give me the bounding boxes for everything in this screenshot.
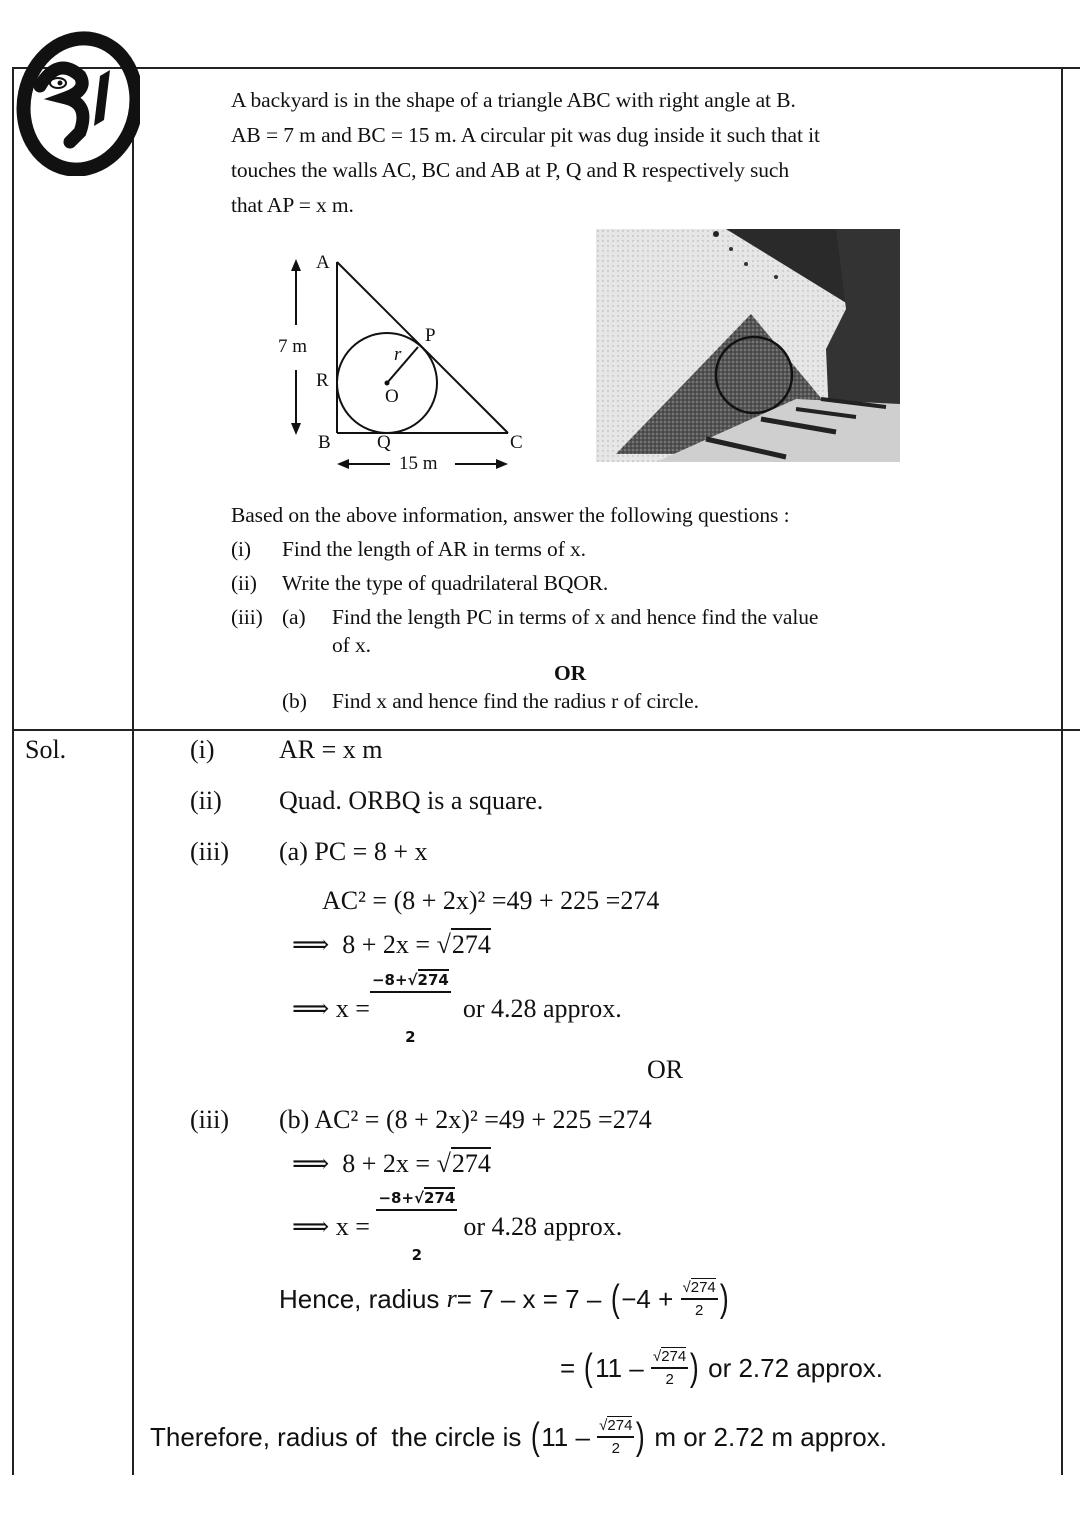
questions-prompt: Based on the above information, answer the following questions : bbox=[231, 503, 790, 527]
solution-i-number: (i) bbox=[190, 735, 215, 764]
backyard-photo-illustration bbox=[596, 229, 900, 462]
hence-mid: = 7 – x = 7 – bbox=[456, 1284, 609, 1314]
question-number: (iii) bbox=[231, 605, 263, 629]
question-number-logo bbox=[12, 26, 140, 176]
fraction-denominator: 2 bbox=[411, 1246, 423, 1264]
hence-inner: −4 + bbox=[621, 1284, 681, 1314]
solution-ii-text: Quad. ORBQ is a square. bbox=[279, 786, 544, 815]
label-vertex-b: B bbox=[318, 432, 331, 453]
solution-iii-a-line2: AC² = (8 + 2x)² =49 + 225 =274 bbox=[322, 886, 660, 915]
left-paren: ( bbox=[610, 1278, 620, 1320]
label-center-o: O bbox=[385, 386, 399, 407]
sqrt-radicand: 274 bbox=[451, 1149, 491, 1178]
label-radius-r: r bbox=[394, 344, 402, 365]
backyard-photo bbox=[596, 229, 900, 462]
fraction-numerator-sqrt: 274 bbox=[417, 971, 449, 989]
equals-prefix: = bbox=[560, 1353, 583, 1383]
solution-or-separator: OR bbox=[647, 1055, 684, 1084]
label-point-p: P bbox=[425, 325, 436, 346]
question-intro-line: touches the walls AC, BC and AB at P, Q and R respectively such bbox=[231, 158, 790, 182]
fraction-sqrt274-over-2: $\frac{√274}{2}$ bbox=[599, 1417, 633, 1457]
question-iii-b-text: Find x and hence find the radius r of circle. bbox=[332, 689, 699, 713]
fraction-denominator: 2 bbox=[694, 1302, 704, 1319]
label-vertex-a: A bbox=[316, 252, 330, 273]
fraction-x-value: $\frac{-8+√274}{2}$ bbox=[378, 1189, 456, 1264]
implies-x: ⟹ x = bbox=[292, 1212, 377, 1241]
implies-equation: ⟹ 8 + 2x = bbox=[292, 930, 437, 959]
question-or-separator: OR bbox=[554, 661, 587, 685]
label-point-r: R bbox=[316, 370, 329, 391]
question-iii-a-text-line2: of x. bbox=[332, 633, 371, 657]
fraction-x-value: $\frac{-8+√274}{2}$ bbox=[371, 971, 449, 1046]
implies-x: ⟹ x = bbox=[292, 994, 370, 1023]
table-column-divider bbox=[132, 67, 134, 1475]
equals-inner: 11 – bbox=[595, 1353, 651, 1383]
fraction-numerator-prefix: −8+ bbox=[371, 971, 408, 989]
question-subpart-b: (b) bbox=[282, 689, 307, 713]
fraction-denominator: 2 bbox=[665, 1371, 674, 1388]
question-ii-text: Write the type of quadrilateral BQOR. bbox=[282, 571, 609, 595]
sqrt-expression: √274 bbox=[436, 930, 491, 959]
question-number: (i) bbox=[231, 537, 251, 561]
solution-iii-b-line1: (b) AC² = (8 + 2x)² =49 + 225 =274 bbox=[279, 1105, 652, 1134]
right-paren: ) bbox=[690, 1347, 700, 1389]
question-item-i bbox=[231, 535, 251, 563]
solution-iii-a-number: (iii) bbox=[190, 837, 229, 866]
solution-iii-a-line1: (a) PC = 8 + x bbox=[279, 837, 428, 866]
radius-line bbox=[387, 344, 418, 383]
hence-prefix: Hence, radius bbox=[279, 1284, 447, 1314]
label-dimension-15m: 15 m bbox=[399, 453, 438, 474]
question-item-ii bbox=[231, 569, 257, 597]
sqrt-radicand: 274 bbox=[451, 930, 491, 959]
table-row-divider bbox=[12, 729, 1080, 731]
therefore-inner: 11 – bbox=[541, 1422, 598, 1452]
left-paren: ( bbox=[530, 1416, 540, 1458]
solution-hence-radius bbox=[279, 1274, 730, 1324]
question-intro-line: that AP = x m. bbox=[231, 193, 354, 217]
equals-suffix: or 2.72 approx. bbox=[700, 1353, 884, 1383]
fraction-sqrt: 274 bbox=[661, 1348, 687, 1365]
solution-iii-b-line3 bbox=[292, 1189, 623, 1264]
approx-value: or 4.28 approx. bbox=[463, 1212, 623, 1241]
approx-value: or 4.28 approx. bbox=[462, 994, 622, 1023]
label-dimension-7m: 7 m bbox=[278, 336, 308, 357]
left-paren: ( bbox=[584, 1347, 594, 1389]
solution-therefore bbox=[150, 1412, 887, 1462]
question-item-iii bbox=[231, 603, 263, 631]
solution-iii-a-line4 bbox=[292, 971, 622, 1046]
solution-equals-radius bbox=[560, 1343, 883, 1393]
fraction-numerator-sqrt: 274 bbox=[424, 1189, 456, 1207]
table-top-border bbox=[12, 67, 1080, 69]
label-vertex-c: C bbox=[510, 432, 523, 453]
right-paren: ) bbox=[719, 1278, 729, 1320]
question-text bbox=[282, 535, 586, 563]
logo-emblem-icon bbox=[12, 26, 140, 176]
fraction-numerator-prefix: −8+ bbox=[378, 1189, 415, 1207]
triangle-diagram bbox=[270, 245, 550, 485]
fraction-sqrt274-over-2: $\frac{√274}{2}$ bbox=[652, 1348, 687, 1388]
fraction-sqrt274-over-2: $\frac{√274}{2}$ bbox=[682, 1279, 716, 1319]
solution-label: Sol. bbox=[25, 735, 67, 764]
fraction-denominator: 2 bbox=[405, 1028, 416, 1046]
fraction-denominator: 2 bbox=[611, 1440, 620, 1457]
table-left-border bbox=[12, 67, 14, 1475]
right-paren: ) bbox=[636, 1416, 646, 1458]
question-subpart-a: (a) bbox=[282, 605, 306, 629]
fraction-sqrt: 274 bbox=[690, 1279, 716, 1296]
solution-i-text: AR = x m bbox=[279, 735, 383, 764]
question-number: (ii) bbox=[231, 571, 257, 595]
solution-ii-number: (ii) bbox=[190, 786, 222, 815]
question-iii-a-text-line1: Find the length PC in terms of x and hence find the value bbox=[332, 605, 819, 629]
sqrt-expression: √274 bbox=[436, 1149, 491, 1178]
question-intro-line: AB = 7 m and BC = 15 m. A circular pit was dug inside it such that it bbox=[231, 123, 820, 147]
question-text bbox=[282, 569, 608, 597]
label-point-q: Q bbox=[377, 432, 391, 453]
table-right-border bbox=[1061, 67, 1063, 1475]
implies-equation: ⟹ 8 + 2x = bbox=[292, 1149, 437, 1178]
question-intro-line: A backyard is in the shape of a triangle ABC with right angle at B. bbox=[231, 88, 796, 112]
question-i-text: Find the length of AR in terms of x. bbox=[282, 537, 586, 561]
radius-symbol: r bbox=[446, 1284, 457, 1313]
fraction-sqrt: 274 bbox=[607, 1417, 633, 1434]
solution-iii-b-number: (iii) bbox=[190, 1105, 229, 1134]
therefore-suffix: m or 2.72 m approx. bbox=[647, 1422, 887, 1452]
therefore-prefix: Therefore, radius of the circle is bbox=[150, 1422, 529, 1452]
